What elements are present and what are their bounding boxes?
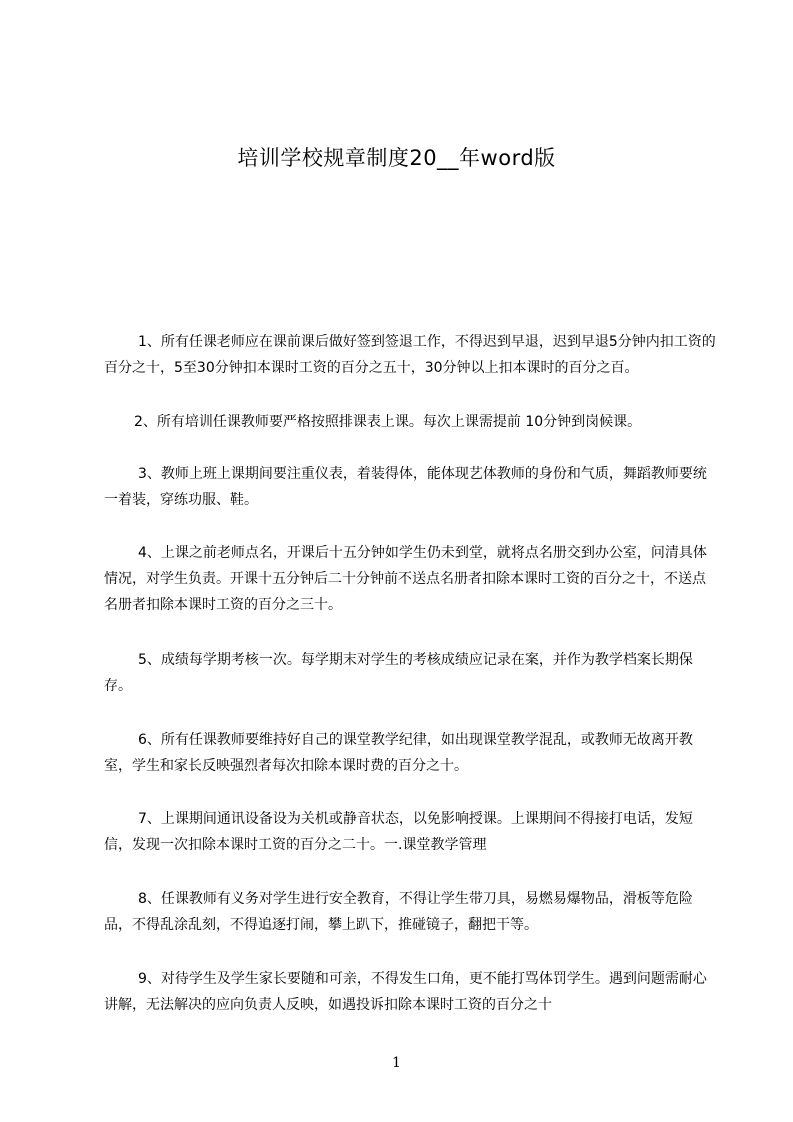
rule-paragraph-6: 6、所有任课教师要维持好自己的课堂教学纪律，如出现课堂教学混乱，或教师无故离开教室，学生和家长反映强烈者每次扣除本课时费的百分之十。 [104, 732, 693, 774]
rule-paragraph-1: 1、所有任课老师应在课前课后做好签到签退工作，不得迟到早退，迟到早退5分钟内扣工资的百分之十，5至30分钟扣本课时工资的百分之五十，30分钟以上扣本课时的百分之百。 [104, 334, 716, 376]
page-number: 1 [392, 1055, 401, 1071]
rule-paragraph-3: 3、教师上班上课期间要注重仪表，着装得体，能体现艺体教师的身份和气质，舞蹈教师要统一着装，穿练功服、鞋。 [104, 466, 707, 508]
rule-paragraph-5: 5、成绩每学期考核一次。每学期末对学生的考核成绩应记录在案，并作为教学档案长期保存。 [104, 652, 693, 694]
rule-paragraph-7: 7、上课期间通讯设备设为关机或静音状态，以免影响授课。上课期间不得接打电话，发短信，发现一次扣除本课时工资的百分之二十。一.课堂教学管理 [104, 811, 693, 853]
rule-paragraph-9: 9、对待学生及学生家长要随和可亲，不得发生口角，更不能打骂体罚学生。遇到问题需耐心讲解，无法解决的应向负责人反映，如遇投诉扣除本课时工资的百分之十 [104, 971, 707, 1013]
rule-paragraph-4: 4、上课之前老师点名，开课后十五分钟如学生仍未到堂，就将点名册交到办公室，问清具体情况，对学生负责。开课十五分钟后二十分钟前不送点名册者扣除本课时工资的百分之十，不送点名册者扣除本课时工资的百分之三十。 [104, 545, 707, 613]
rule-paragraph-8: 8、任课教师有义务对学生进行安全教育，不得让学生带刀具，易燃易爆物品，滑板等危险品，不得乱涂乱刻，不得追逐打闹，攀上趴下，推碰镜子，翻把干等。 [104, 891, 693, 933]
rule-paragraph-2: 2、所有培训任课教师要严格按照排课表上课。每次上课需提前 10分钟到岗候课。 [134, 414, 642, 430]
document-title: 培训学校规章制度20__年word版 [237, 146, 556, 170]
